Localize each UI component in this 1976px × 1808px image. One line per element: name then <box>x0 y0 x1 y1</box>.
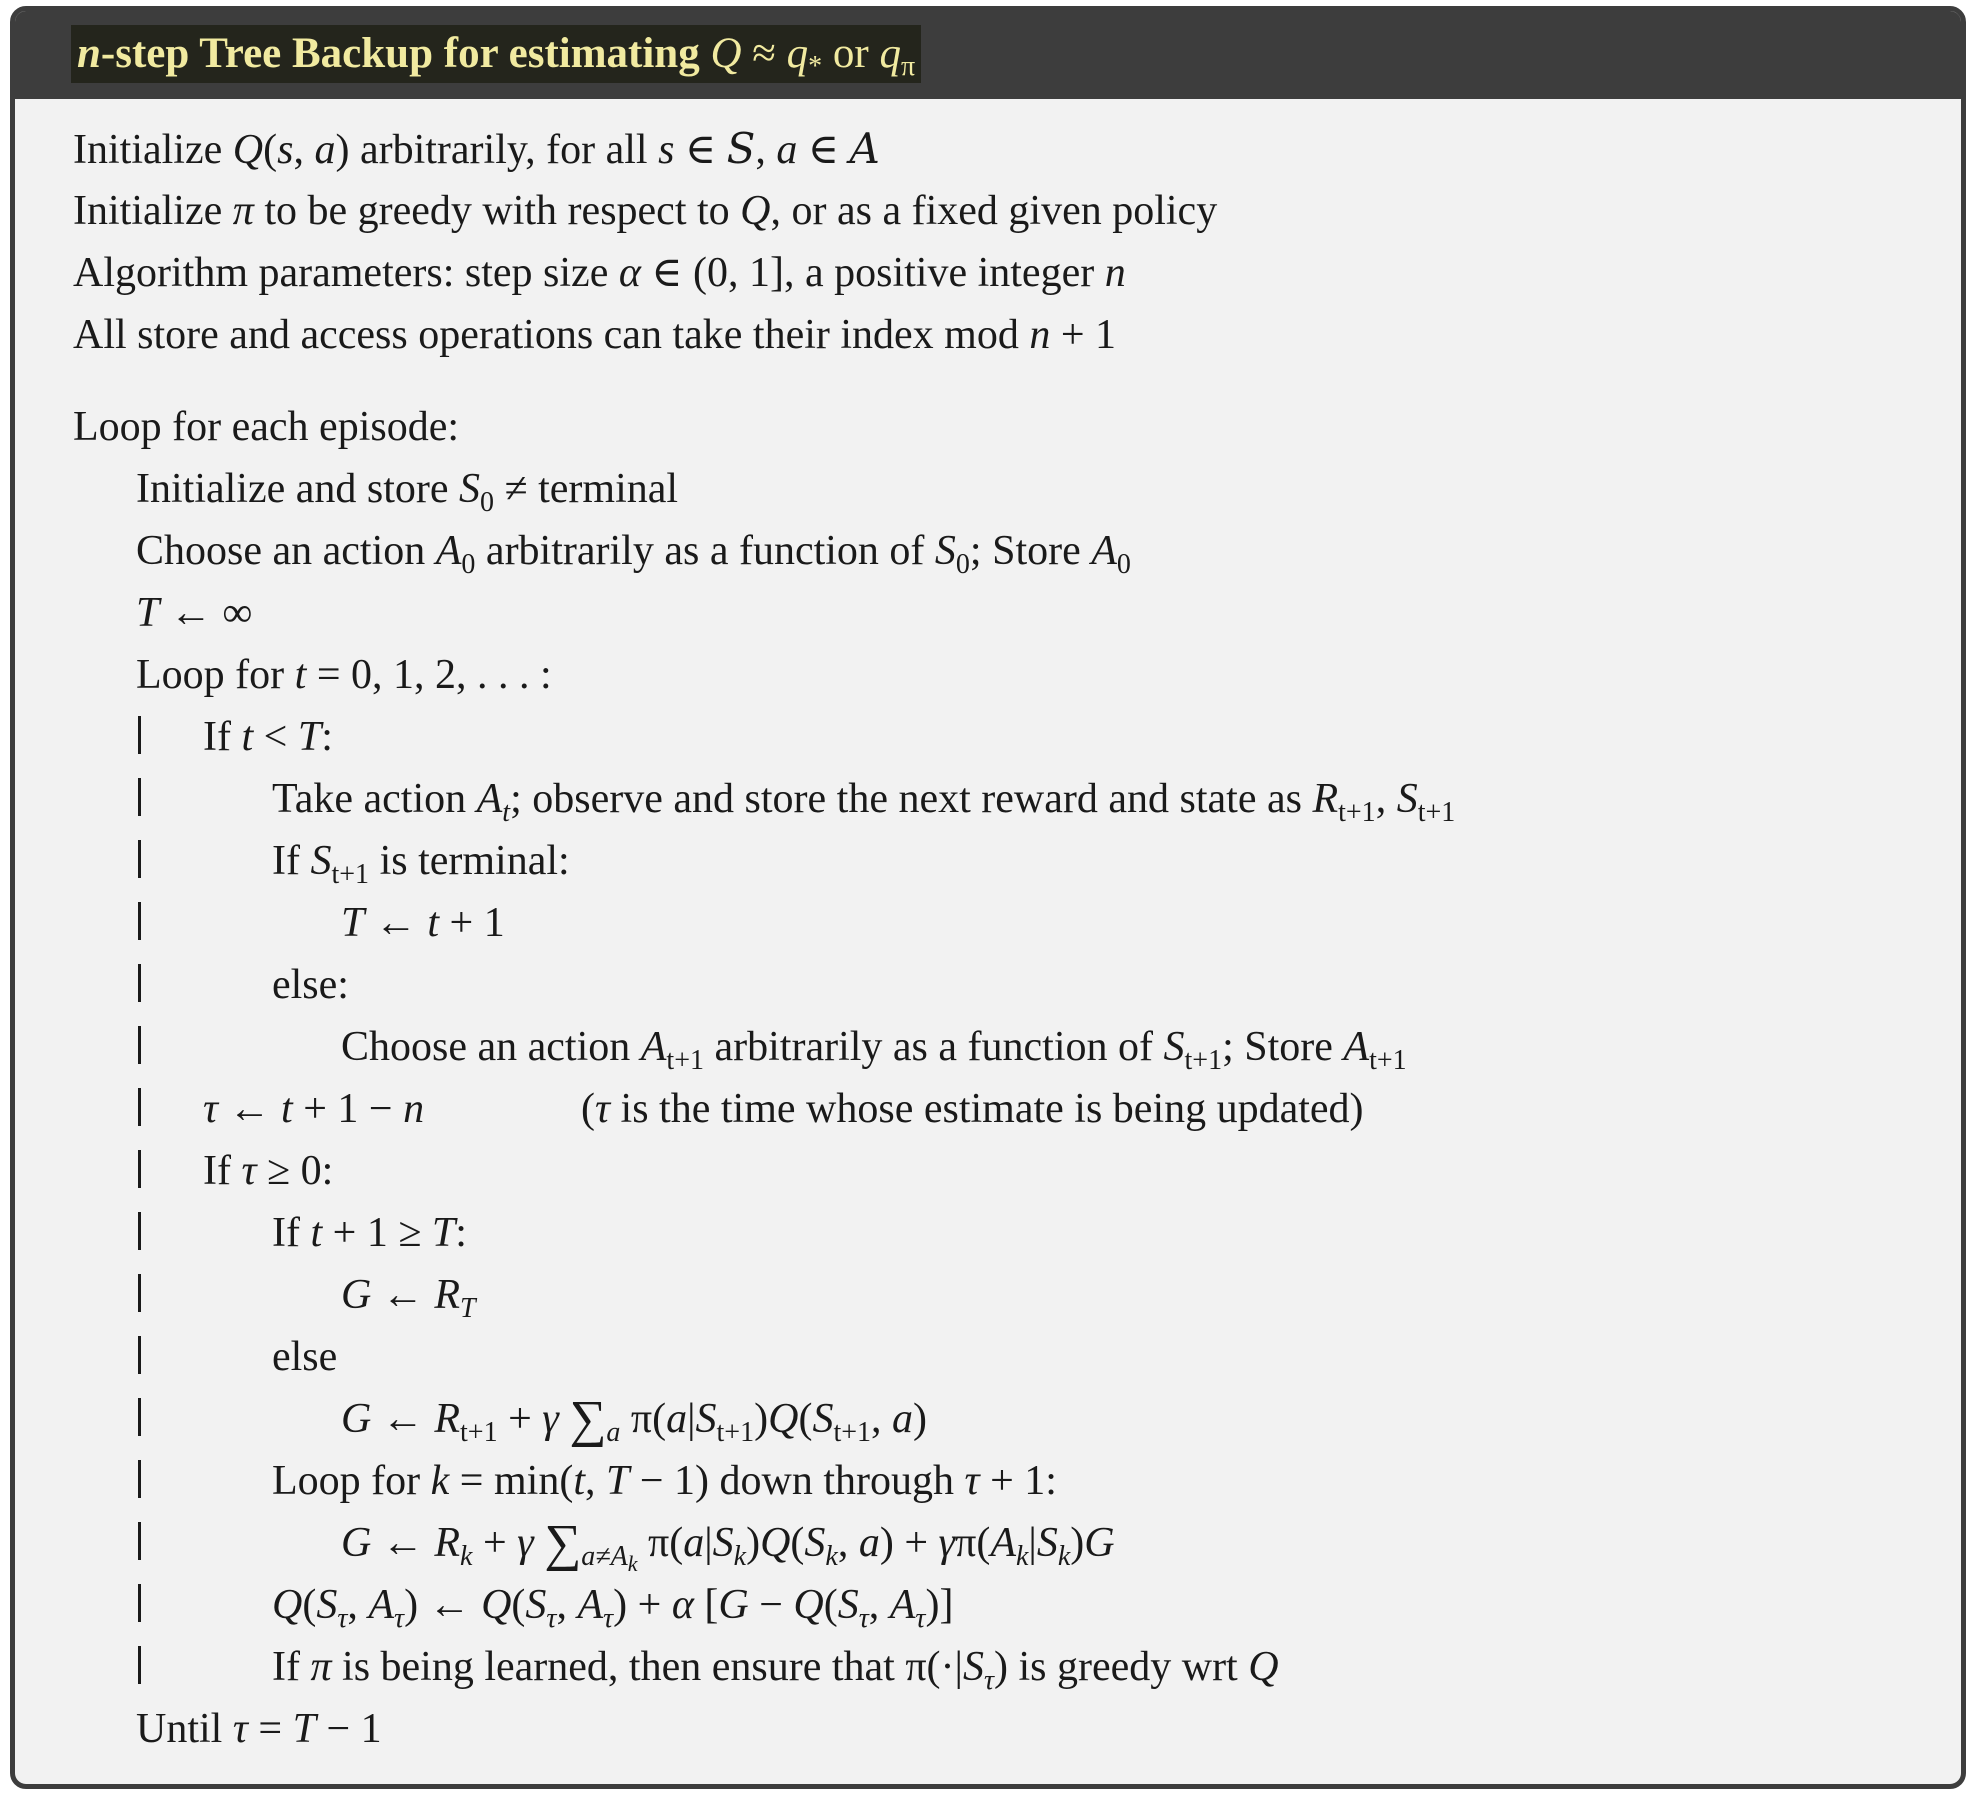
line-initialize-q: Initialize Q(s, a) arbitrarily, for all s ∈ S, a ∈ A <box>73 124 880 173</box>
line-G-k: G ← $R_k + \gamma$ $\sum_{a\ne A_k}$ $\pi(a|S_k)Q(S_k$, $a) + \gamma\pi(A_k|S_k)G$ <box>341 1515 1115 1576</box>
loop-bar <box>138 902 141 940</box>
line-if-t-lt-T: If t < T: <box>203 714 333 760</box>
loop-bar <box>138 840 141 878</box>
line-initialize-pi: Initialize π to be greedy with respect to Q, or as a fixed given policy <box>73 188 1218 234</box>
loop-bar <box>138 1398 141 1436</box>
loop-bar <box>138 1646 141 1684</box>
line-take-action: Take action $A_t$; observe and store the next reward and state as $R_{t+1}$, $S_{t+1}$ <box>272 776 1456 828</box>
loop-bar <box>138 964 141 1002</box>
line-if-t1-ge-T: If t + 1 ≥ T: <box>272 1210 467 1256</box>
line-if-pi-learned: If π is being learned, then ensure that $\pi(\cdot|S_\tau)$ is greedy wrt Q <box>272 1644 1279 1696</box>
line-T-set: T ← t + 1 <box>341 900 505 946</box>
line-loop-t: Loop for t = 0, 1, 2, . . . : <box>136 652 552 698</box>
loop-bar <box>138 778 141 816</box>
loop-bar <box>138 1336 141 1374</box>
line-if-tau: If τ ≥ 0: <box>203 1148 334 1194</box>
line-choose-at1: Choose an action $A_{t+1}$ arbitrarily as a function of $S_{t+1}$; Store $A_{t+1}$ <box>341 1024 1407 1076</box>
line-choose-a0: Choose an action $A_0$ arbitrarily as a function of $S_0$; Store $A_0$ <box>136 528 1131 580</box>
loop-bar <box>138 1274 141 1312</box>
line-until: Until τ = T − 1 <box>136 1706 382 1752</box>
loop-bar <box>138 1522 141 1560</box>
line-G-RT: G ← $R_T$ <box>341 1272 476 1324</box>
line-algorithm-parameters: Algorithm parameters: step size α ∈ (0, 1], a positive integer n <box>73 250 1126 296</box>
line-store-access: All store and access operations can take their index mod n + 1 <box>73 312 1117 358</box>
loop-bar <box>138 1088 141 1126</box>
line-loop-k: Loop for k = min(t, T − 1) down through τ + 1: <box>272 1458 1057 1504</box>
loop-bar <box>138 716 141 754</box>
line-Q-update: $Q(S_\tau$, $A_\tau$) ← $Q(S_\tau$, $A_\tau) + \alpha$ [$G - Q(S_\tau$, $A_\tau$)] <box>272 1582 954 1634</box>
loop-bar <box>138 1150 141 1188</box>
loop-bar <box>138 1460 141 1498</box>
loop-bar <box>138 1026 141 1064</box>
header-bar <box>15 11 1961 99</box>
line-if-terminal: If $S_{t+1}$ is terminal: <box>272 838 570 890</box>
line-tau-assign: τ ← t + 1 − n <box>203 1086 425 1132</box>
algorithm-title: n-step Tree Backup for estimating $Q \approx q_*$ or $q_\pi$ <box>71 25 921 83</box>
loop-bar <box>138 1584 141 1622</box>
line-initialize-s0: Initialize and store $S_0$ ≠ terminal <box>136 466 679 518</box>
line-t-infinity: T ← ∞ <box>136 590 253 636</box>
loop-bar <box>138 1212 141 1250</box>
line-loop-episode: Loop for each episode: <box>73 404 460 450</box>
line-G-sum: G ← $R_{t+1} + \gamma$ $\sum_a$ $\pi(a|S_{t+1})Q(S_{t+1}$, a) <box>341 1391 928 1448</box>
line-tau-comment: (τ is the time whose estimate is being updated) <box>581 1086 1364 1132</box>
line-else-1: else: <box>272 962 349 1008</box>
line-else-2: else <box>272 1334 338 1380</box>
